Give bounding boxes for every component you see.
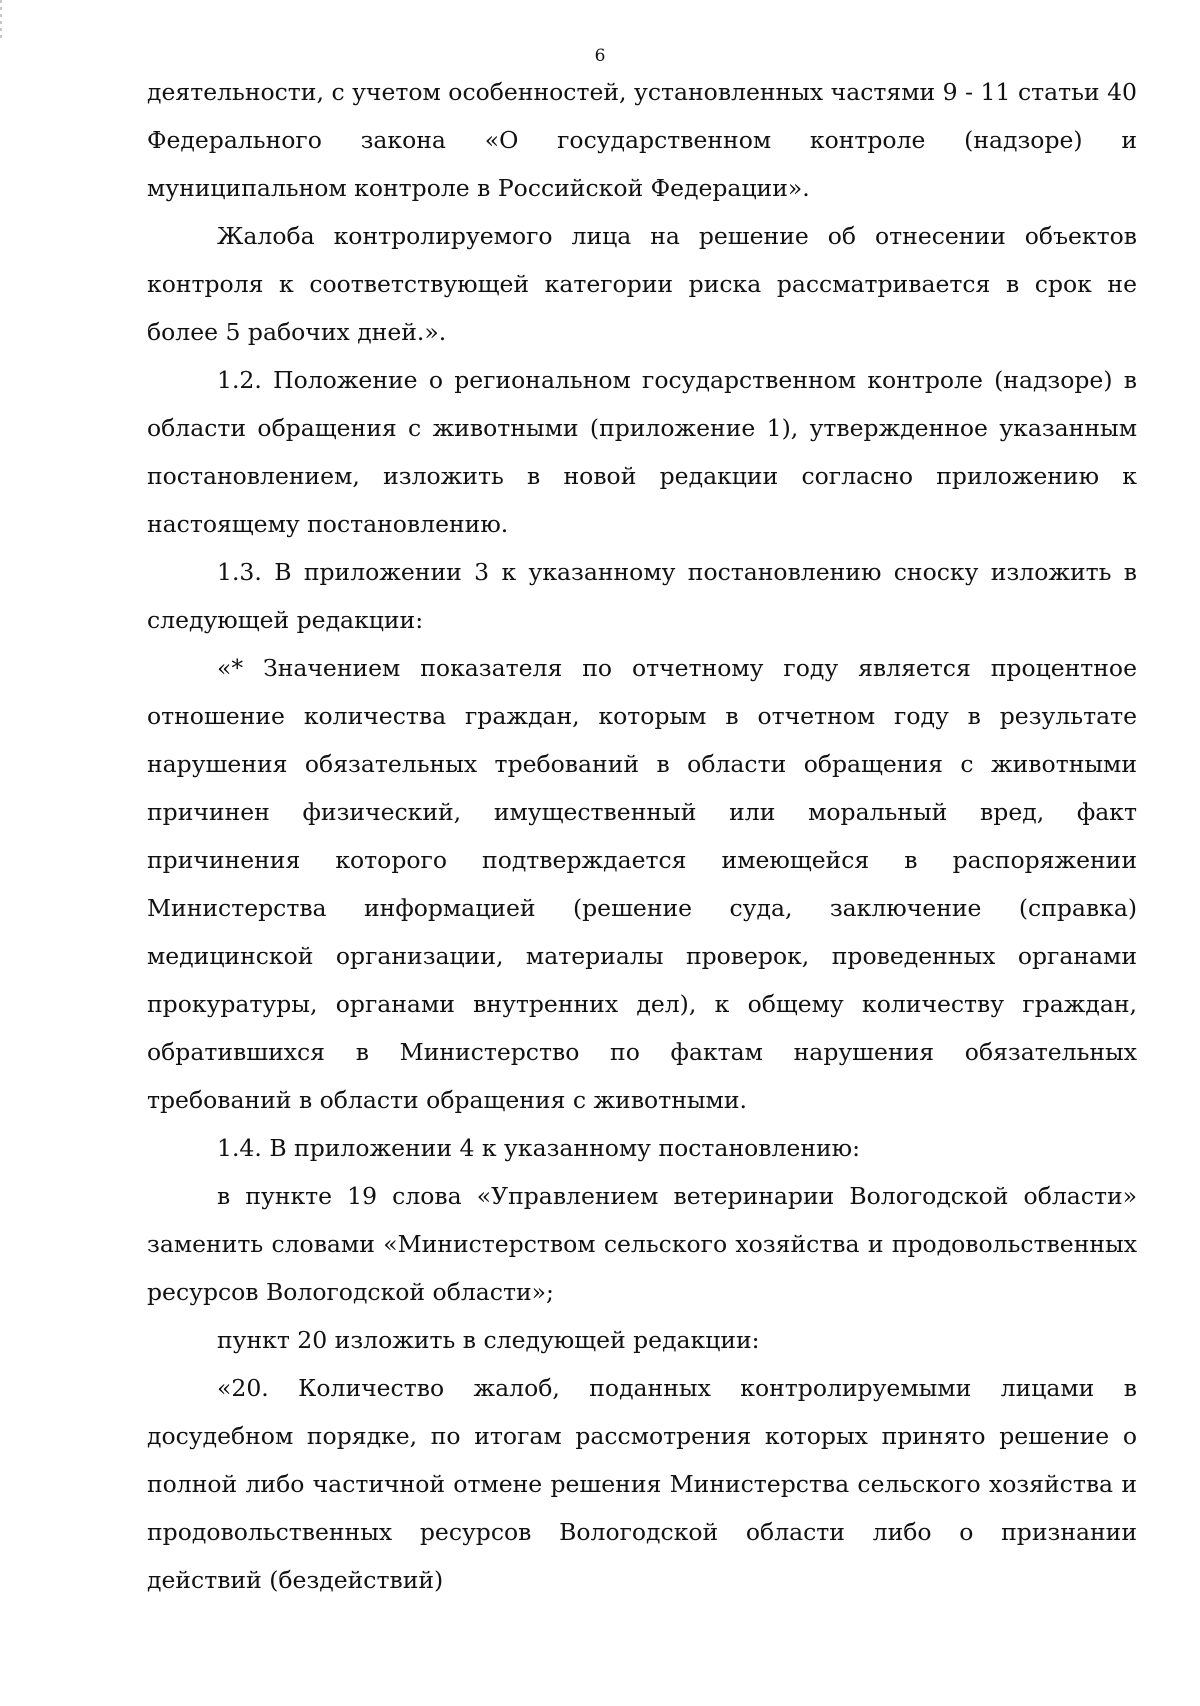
paragraph-complaint-deadline: Жалоба контролируемого лица на решение об отнесении объектов контроля к соответствующей категории риска рассматривается в срок не более 5 рабочих дней.». [147, 222, 1137, 346]
paragraph-item-1-4: 1.4. В приложении 4 к указанному постановлению: [217, 1134, 861, 1162]
page-number: 6 [594, 46, 606, 66]
paragraph-point-19: в пункте 19 слова «Управлением ветеринарии Вологодской области» заменить словами «Министерством сельского хозяйства и продовольственных ресурсов Вологодской области»; [147, 1182, 1137, 1306]
scan-edge-mark [0, 0, 2, 40]
paragraph-footnote-text: «* Значением показателя по отчетному году является процентное отношение количества граждан, которым в отчетном году в результате нарушения обязательных требований в области обращения с животными причинен физический, имущественный или моральный вред, факт причинения которого подтверждается имеющейся в распоряжении Министерства информацией (решение суда, заключение (справка) медицинской организации, материалы проверок, проведенных органами прокуратуры, органами внутренних дел), к общему количеству граждан, обратившихся в Министерство по фактам нарушения обязательных требований в области обращения с животными. [147, 654, 1137, 1114]
paragraph-item-1-2: 1.2. Положение о региональном государственном контроле (надзоре) в области обращения с животными (приложение 1), утвержденное указанным постановлением, изложить в новой редакции согласно приложению к настоящему постановлению. [147, 366, 1137, 538]
paragraph-continuation: деятельности, с учетом особенностей, установленных частями 9 - 11 статьи 40 Федерального закона «О государственном контроле (надзоре) и муниципальном контроле в Российской Федерации». [147, 78, 1137, 202]
paragraph-point-20-text: «20. Количество жалоб, поданных контролируемыми лицами в досудебном порядке, по итогам рассмотрения которых принято решение о полной либо частичной отмене решения Министерства сельского хозяйства и продовольственных ресурсов Вологодской области либо о признании действий (бездействий) [147, 1374, 1137, 1594]
document-body [147, 68, 1137, 1604]
paragraph-item-1-3: 1.3. В приложении 3 к указанному постановлению сноску изложить в следующей редакции: [147, 558, 1137, 634]
paragraph-point-20-intro: пункт 20 изложить в следующей редакции: [217, 1326, 760, 1354]
